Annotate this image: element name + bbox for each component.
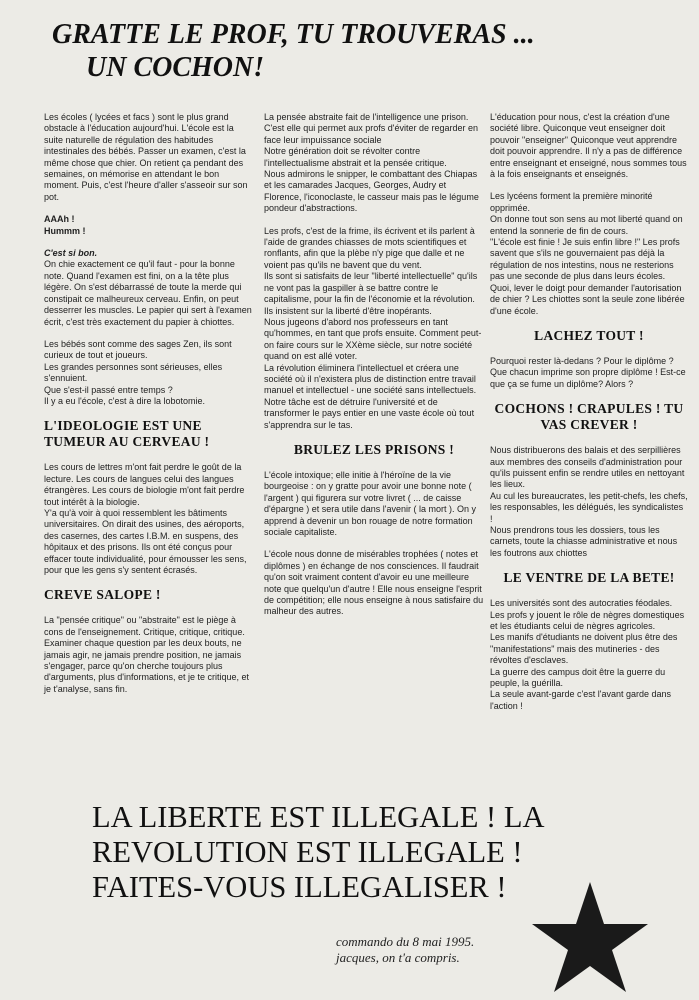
column-3: [490, 112, 688, 723]
signature-line-2: jacques, on t'a compris.: [336, 950, 460, 965]
paragraph: L'éducation pour nous, c'est la création d'une société libre. Quiconque veut enseigner doit pouvoir "enseigner" Quiconque veut apprendre doit pouvoir apprendre. Il n'y a pas de différence entre enseignant et enseigné, nous sommes tous à la fois enseignants et enseignés.: [490, 112, 687, 180]
paragraph: Nous distribuerons des balais et des serpillières aux membres des conseils d'administration pour qu'ils puissent enfin se rendre utiles en nettoyant les lieux. Au cul les bureaucrates, les petit-chefs, les chefs, les responsables, les délégués, les syndicalistes ! Nous prendrons tous les dossiers, tous les carnets, toute la chiasse administrative et nous les foutrons aux chiottes: [490, 445, 688, 558]
paragraph: C'est si bon.: [44, 248, 98, 259]
section-heading: CREVE SALOPE !: [44, 587, 161, 603]
slogan-line-1: LA LIBERTE EST ILLEGALE ! LA: [92, 800, 545, 834]
slogan-line-2: REVOLUTION EST ILLEGALE !: [92, 835, 523, 869]
section-heading: LACHEZ TOUT !: [534, 327, 644, 343]
paragraph: L'école intoxique; elle initie à l'héroïne de la vie bourgeoise : on y gratte pour avoir une bonne note ( l'argent ) qui figurera sur votre livret ( ... de caisse d'épargne ) et sera utile dans l'avenir ( la mort ). On y apprend à devenir un bon rouage de notre formation sociale capitaliste.: [264, 469, 477, 537]
section-heading: COCHONS ! CRAPULES ! TU VAS CREVER !: [494, 401, 684, 433]
paragraph: La pensée abstraite fait de l'intelligence une prison. C'est elle qui permet aux profs d'éviter de regarder en face leur impuissance sociale Notre génération doit se révolter contre l'intellectualisme abstrait et la pensée critique. Nous admirons le snipper, le combattant des Chiapas et les camarades Jacques, Georges, Audry et Florence, l'iconoclaste, le casseur mais pas le légume pondeur d'abstractions.: [264, 112, 479, 214]
section-heading: BRULEZ LES PRISONS !: [293, 441, 455, 457]
signature: [336, 934, 576, 966]
section-heading: L'IDEOLOGIE EST UNE TUMEUR AU CERVEAU !: [44, 418, 210, 450]
paragraph: Les universités sont des autocraties féodales. Les profs y jouent le rôle de nègres domestiques et les étudiants celui de nègres agricoles. Les manifs d'étudiants ne doivent plus être des "manifestations" mais des mutineries - des révoltes d'esclaves. La guerre des campus doit être la guerre du peuple, la guérilla. La seule avant-garde c'est l'avant garde dans l'action !: [490, 598, 685, 711]
paragraph: Les cours de lettres m'ont fait perdre le goût de la lecture. Les cours de langues celui des langues étrangères. Les cours de biologie m'ont fait perdre tout intérêt à la biologie. Y'a qu'à voir à quoi ressemblent les bâtiments universitaires. On dirait des usines, des aéroports, des casernes, des cartes I.B.M. en suspens, des hôpitaux et des prisons. Ils ont été conçus pour effacer toute individualité, pour émousser les sens, pour que les gens s'y sentent écrasés.: [44, 462, 247, 575]
column-1: [44, 112, 252, 706]
paragraph: Les profs, c'est de la frime, ils écrivent et ils parlent à l'aide de grandes chiasses de mots scientifiques et ronflants, afin que la plèbe n'y pige que dalle et ne voient pas qu'ils ne bavent que du vent. Ils sont si satisfaits de leur "liberté intellectuelle" qu'ils ne vont pas la gaspiller à se battre contre le capitalisme, pour la fin de l'économie et la révolution. Ils insistent sur la liberté d'être inopérants. Nous jugeons d'abord nos professeurs en tant qu'hommes, en tant que profs ensuite. Comment peut-on faire cours sur le XXème siècle, sur notre société quand on est allé voter. La révolution éliminera l'intellectuel et créera une société où il n'existera plus de distinction entre travail manuel et intellectuel - une société sans intellectuels. Notre tâche est de détruire l'université et de transformer le pays entier en une vaste école où tout s'apprendra sur le tas.: [264, 225, 482, 430]
section-heading: LE VENTRE DE LA BETE!: [503, 570, 675, 586]
column-2: [264, 112, 484, 629]
paragraph: On chie exactement ce qu'il faut - pour la bonne note. Quand l'examen est fini, on a la tête plus légère. On s'est débarrassé de toute la merde qui constipait ce malheureux cerveau. Enfin, on peut desserrer les muscles. Le papier qui sert à l'examen écrit, c'est très exactement du papier à chiottes.: [44, 259, 252, 327]
paragraph: Les lycéens forment la première minorité opprimée. On donne tout son sens au mot liberté quand on entend la sonnerie de fin de cours. "L'école est finie ! Je suis enfin libre !" Les profs savent que s'ils ne gouvernaient pas déjà la régulation de nos intestins, nous ne resterions pas une seconde de plus dans leurs écoles. Quoi, lever le doigt pour demander l'autorisation de chier ? Les chiottes sont la seule zone libérée d'une école.: [490, 191, 685, 316]
headline: [52, 18, 692, 84]
slogan-line-3: FAITES-VOUS ILLEGALISER !: [92, 870, 507, 904]
signature-line-1: commando du 8 mai 1995.: [336, 934, 475, 949]
paragraph: La "pensée critique" ou "abstraite" est le piège à cons de l'enseignement. Critique, critique, critique. Examiner chaque question par les deux bouts, ne jamais agir, ne jamais prendre position, ne jamais s'engager, parce qu'on cherche toujours plus d'arguments, plus d'informations, et je te critique, et je t'analyse, sans fin.: [44, 615, 250, 694]
paragraph: Les bébés sont comme des sages Zen, ils sont curieux de tout et joueurs. Les grandes personnes sont sérieuses, elles s'ennuient. Que s'est-il passé entre temps ? Il y a eu l'école, c'est à dire la lobotomie.: [44, 338, 232, 406]
paragraph: Les écoles ( lycées et facs ) sont le plus grand obstacle à l'éducation aujourd'hui. L'école est la suite naturelle de régulation des habitudes intestinales des bébés. Passer un examen, c'est la même chose que chier. On retient ça pendant des semaines, on mémorise en attendant le bon moment. Puis, c'est l'heure d'aller s'asseoir sur son pot.: [44, 112, 248, 202]
paragraph: AAAh !: [44, 214, 75, 225]
headline-line-2: UN COCHON!: [86, 52, 265, 83]
paragraph: Pourquoi rester là-dedans ? Pour le diplôme ? Que chacun imprime son propre diplôme ! Est-ce que ça se fume un diplôme? Alors ?: [490, 355, 686, 389]
paragraph: L'école nous donne de misérables trophées ( notes et diplômes ) en échange de nos consciences. Il faudrait qu'on soit vraiment content d'avoir eu une meilleure note que quelqu'un d'autre ! Elle nous enseigne l'esprit de compétition; elle nous enseigne à nous satisfaire du malheur des autres.: [264, 549, 484, 617]
headline-line-1: GRATTE LE PROF, TU TROUVERAS ...: [52, 19, 535, 50]
paragraph: Hummm !: [44, 225, 86, 236]
